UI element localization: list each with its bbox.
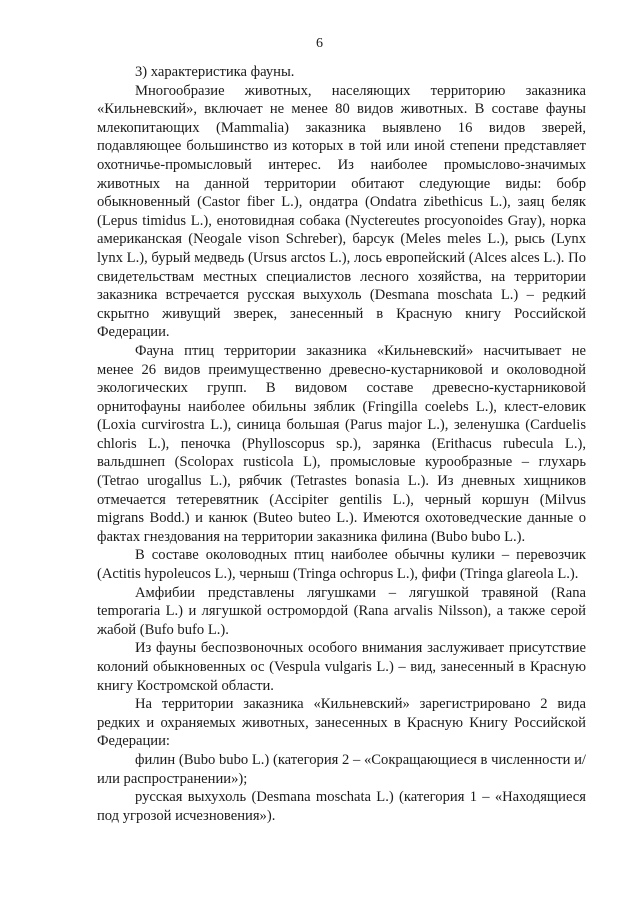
page-number: 6	[316, 36, 323, 51]
paragraph-red-book-intro: На территории заказника «Кильневский» зарегистрировано 2 вида редких и охраняемых животных, занесенных в Красную Книгу Российской Федерации:	[97, 696, 586, 750]
list-item-owl: филин (Bubo bubo L.) (категория 2 – «Сокращающиеся в численности и/или распространении»);	[97, 751, 586, 787]
paragraph-mammals: Многообразие животных, населяющих территорию заказника «Кильневский», включает не менее 80 видов животных. В составе фауны млекопитающих (Mammalia) заказника выявлено 16 видов зверей, подавляющее большинство из которых в той или иной степени представляет охотничье-промысловый интерес. Из наиболее промыслово-значимых животных на данной территории обитают следующие виды: бобр обыкновенный (Castor fiber L.), ондатра (Ondatra zibethicus L.), заяц беляк (Lepus timidus L.), енотовидная собака (Nyctereutes procyonoides Gray), норка американская (Neogale vison Schreber), барсук (Meles meles L.), рысь (Lynx lynx L.), бурый медведь (Ursus arctos L.), лось европейский (Alces alces L.). По свидетельствам местных специалистов лесного хозяйства, на территории заказника встречается русская выхухоль (Desmana moschata L.) – редкий скрытно живущий зверек, занесенный в Красную книгу Российской Федерации.	[97, 82, 586, 341]
paragraph-invertebrates: Из фауны беспозвоночных особого внимания заслуживает присутствие колоний обыкновенных ос (Vespula vulgaris L.) – вид, занесенный в Красную книгу Костромской области.	[97, 640, 586, 694]
paragraph-waterbirds: В составе околоводных птиц наиболее обычны кулики – перевозчик (Actitis hypoleucos L.), черныш (Tringa ochropus L.), фифи (Tringa glareola L.).	[97, 547, 586, 583]
paragraph-birds: Фауна птиц территории заказника «Кильневский» насчитывает не менее 26 видов преимущественно древесно-кустарниковой и околоводной экологических групп. В видовом составе древесно-кустарниковой орнитофауны наиболее обильны зяблик (Fringilla coelebs L.), клест-еловик (Loxia curvirostra L.), синица большая (Parus major L.), зеленушка (Carduelis chloris L.), пеночка (Phylloscopus sp.), зарянка (Erithacus rubecula L.), вальдшнеп (Scolopax rusticola L), промысловые курообразные – глухарь (Tetrao urogallus L.), рябчик (Tetrastes bonasia L.). Из дневных хищников отмечается тетеревятник (Accipiter gentilis L.), черный коршун (Milvus migrans Bodd.) и канюк (Buteo buteo L.). Имеются охотоведческие данные о фактах гнездования на территории заказника филина (Bubo bubo L.).	[97, 342, 586, 545]
paragraph-amphibians: Амфибии представлены лягушками – лягушкой травяной (Rana temporaria L.) и лягушкой остромордой (Rana arvalis Nilsson), а также серой жабой (Bufo bufo L.).	[97, 584, 586, 638]
section-heading: 3) характеристика фауны.	[135, 64, 295, 80]
list-item-desman: русская выхухоль (Desmana moschata L.) (категория 1 – «Находящиеся под угрозой исчезновения»).	[97, 789, 586, 824]
document-body	[97, 63, 586, 825]
